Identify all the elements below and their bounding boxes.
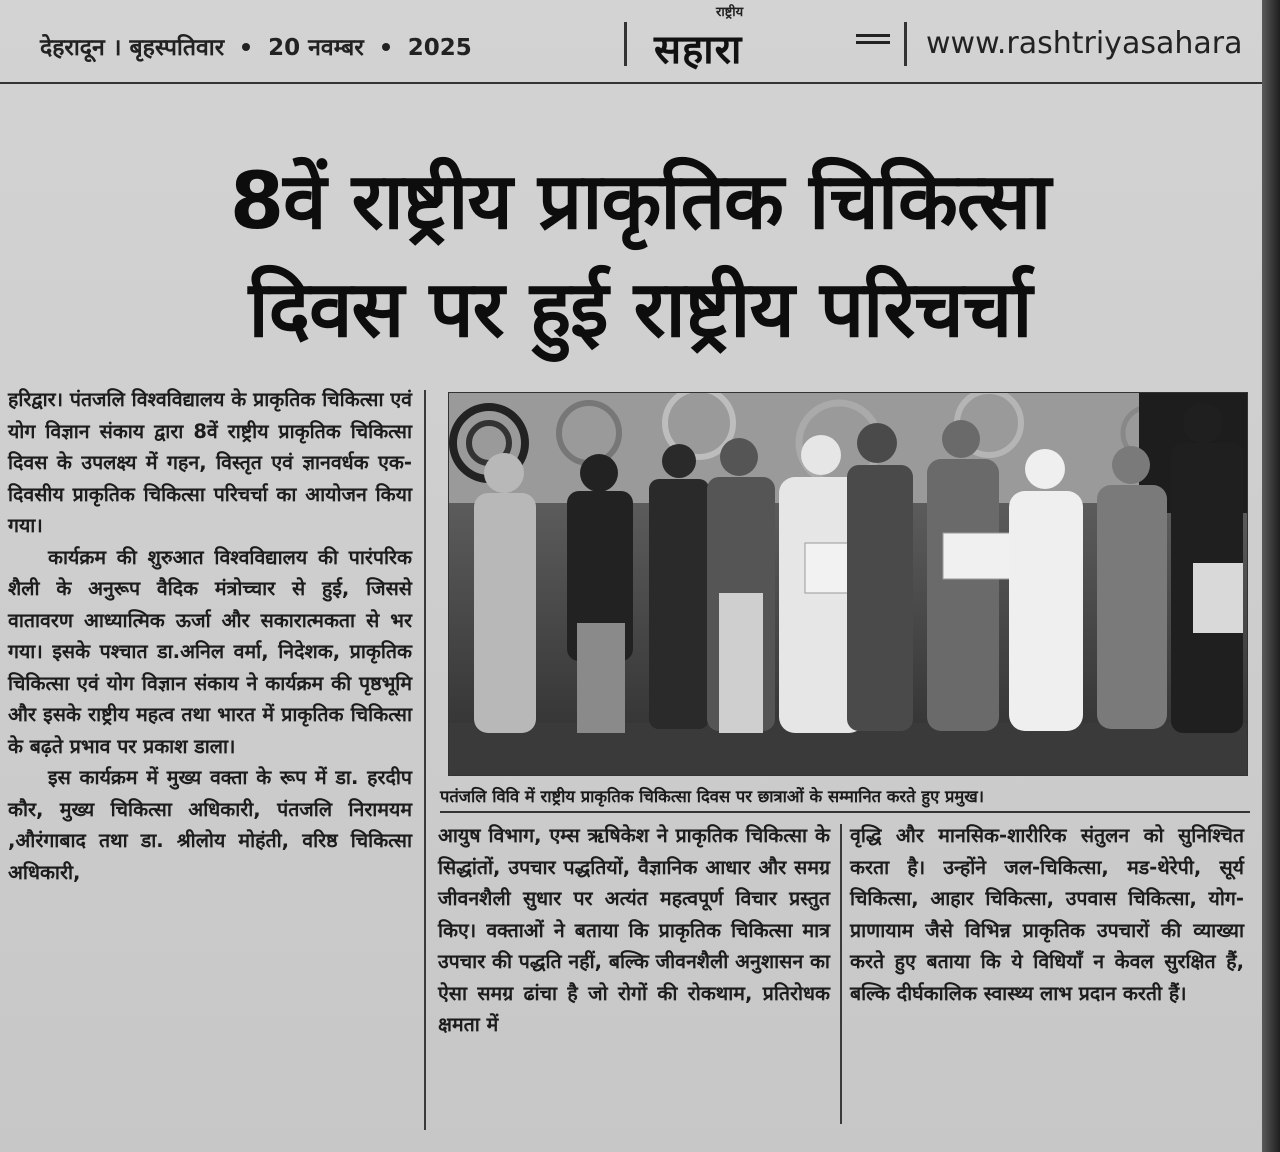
headline-line-1: 8वें राष्ट्रीय प्राकृतिक चिकित्सा xyxy=(229,157,1051,247)
bullet-dot xyxy=(382,43,390,51)
photo-illustration xyxy=(449,393,1247,775)
masthead-divider xyxy=(904,22,907,66)
dateline-city: देहरादून xyxy=(40,35,105,61)
event-photo xyxy=(448,392,1248,776)
dateline: देहरादून । बृहस्पतिवार 20 नवम्बर 2025 xyxy=(40,35,472,61)
article-paragraph: इस कार्यक्रम में मुख्य वक्ता के रूप में डा. हरदीप कौर, मुख्य चिकित्सा अधिकारी, पंतजलि निरामयम ,औरंगाबाद तथा डा. श्रीलोय मोहंती, वरिष्ठ चिकित्सा अधिकारी, xyxy=(8,766,412,884)
bullet-dot xyxy=(242,43,250,51)
logo-stripes xyxy=(856,34,890,54)
website-url: www.rashtriyasahara xyxy=(926,26,1243,61)
headline xyxy=(60,148,1220,364)
headline-line-2: दिवस पर हुई राष्ट्रीय परिचर्चा xyxy=(248,265,1032,355)
article-paragraph: वृद्धि और मानसिक-शारीरिक संतुलन को सुनिश्चित करता है। उन्होंने जल-चिकित्सा, मड-थेरेपी, सूर्य चिकित्सा, आहार चिकित्सा, उपवास चिकित्सा, योग-प्राणायाम जैसे विभिन्न प्राकृतिक उपचारों की व्याख्या करते हुए बताया कि ये विधियाँ न केवल सुरक्षित हैं, बल्कि दीर्घकालिक स्वास्थ्य लाभ प्रदान करती हैं। xyxy=(850,824,1244,1005)
newspaper-logo: सहारा xyxy=(654,26,743,73)
dateline-date: 20 नवम्बर xyxy=(268,35,364,61)
logo-tagline: राष्ट्रीय xyxy=(716,5,744,20)
photo-caption: पतंजलि विवि में राष्ट्रीय प्राकृतिक चिकित्सा दिवस पर छात्राओं के सम्मानित करते हुए प्रमुख। xyxy=(440,784,1250,813)
article-column-1 xyxy=(8,384,412,888)
article-paragraph: आयुष विभाग, एम्स ऋषिकेश ने प्राकृतिक चिकित्सा के सिद्धांतों, उपचार पद्धतियों, वैज्ञानिक आधार और समग्र जीवनशैली सुधार पर अत्यंत महत्वपूर्ण विचार प्रस्तुत किए। वक्ताओं ने बताया कि प्राकृतिक चिकित्सा मात्र उपचार की पद्धति नहीं, बल्कि जीवनशैली अनुशासन का ऐसा समग्र ढांचा है जो रोगों की रोकथाम, प्रतिरोधक क्षमता में xyxy=(438,824,830,1036)
article-column-2 xyxy=(438,820,830,1041)
column-rule xyxy=(424,390,426,1130)
dateline-year: 2025 xyxy=(407,35,472,61)
article-paragraph: कार्यक्रम की शुरुआत विश्वविद्यालय की पारंपरिक शैली के अनुरूप वैदिक मंत्रोच्चार से हुई, जिससे वातावरण आध्यात्मिक ऊर्जा और सकारात्मकता से भर गया। इसके पश्चात डा.अनिल वर्मा, निदेशक, प्राकृतिक चिकित्सा एवं योग विज्ञान संकाय ने कार्यक्रम की पृष्ठभूमि और इसके राष्ट्रीय महत्व तथा भारत में प्राकृतिक चिकित्सा के बढ़ते प्रभाव पर प्रकाश डाला। xyxy=(8,545,412,758)
column-rule xyxy=(840,824,842,1124)
masthead xyxy=(0,0,1262,84)
article-column-3 xyxy=(850,820,1244,1009)
article-paragraph: हरिद्वार। पंतजलि विश्वविद्यालय के प्राकृतिक चिकित्सा एवं योग विज्ञान संकाय द्वारा 8वें राष्ट्रीय प्राकृतिक चिकित्सा दिवस के उपलक्ष्य में गहन, विस्तृत एवं ज्ञानवर्धक एक-दिवसीय प्राकृतिक चिकित्सा परिचर्चा का आयोजन किया गया। xyxy=(8,388,412,537)
masthead-divider xyxy=(624,22,627,66)
background-edge xyxy=(1262,0,1280,1152)
dateline-day: बृहस्पतिवार xyxy=(129,35,225,61)
